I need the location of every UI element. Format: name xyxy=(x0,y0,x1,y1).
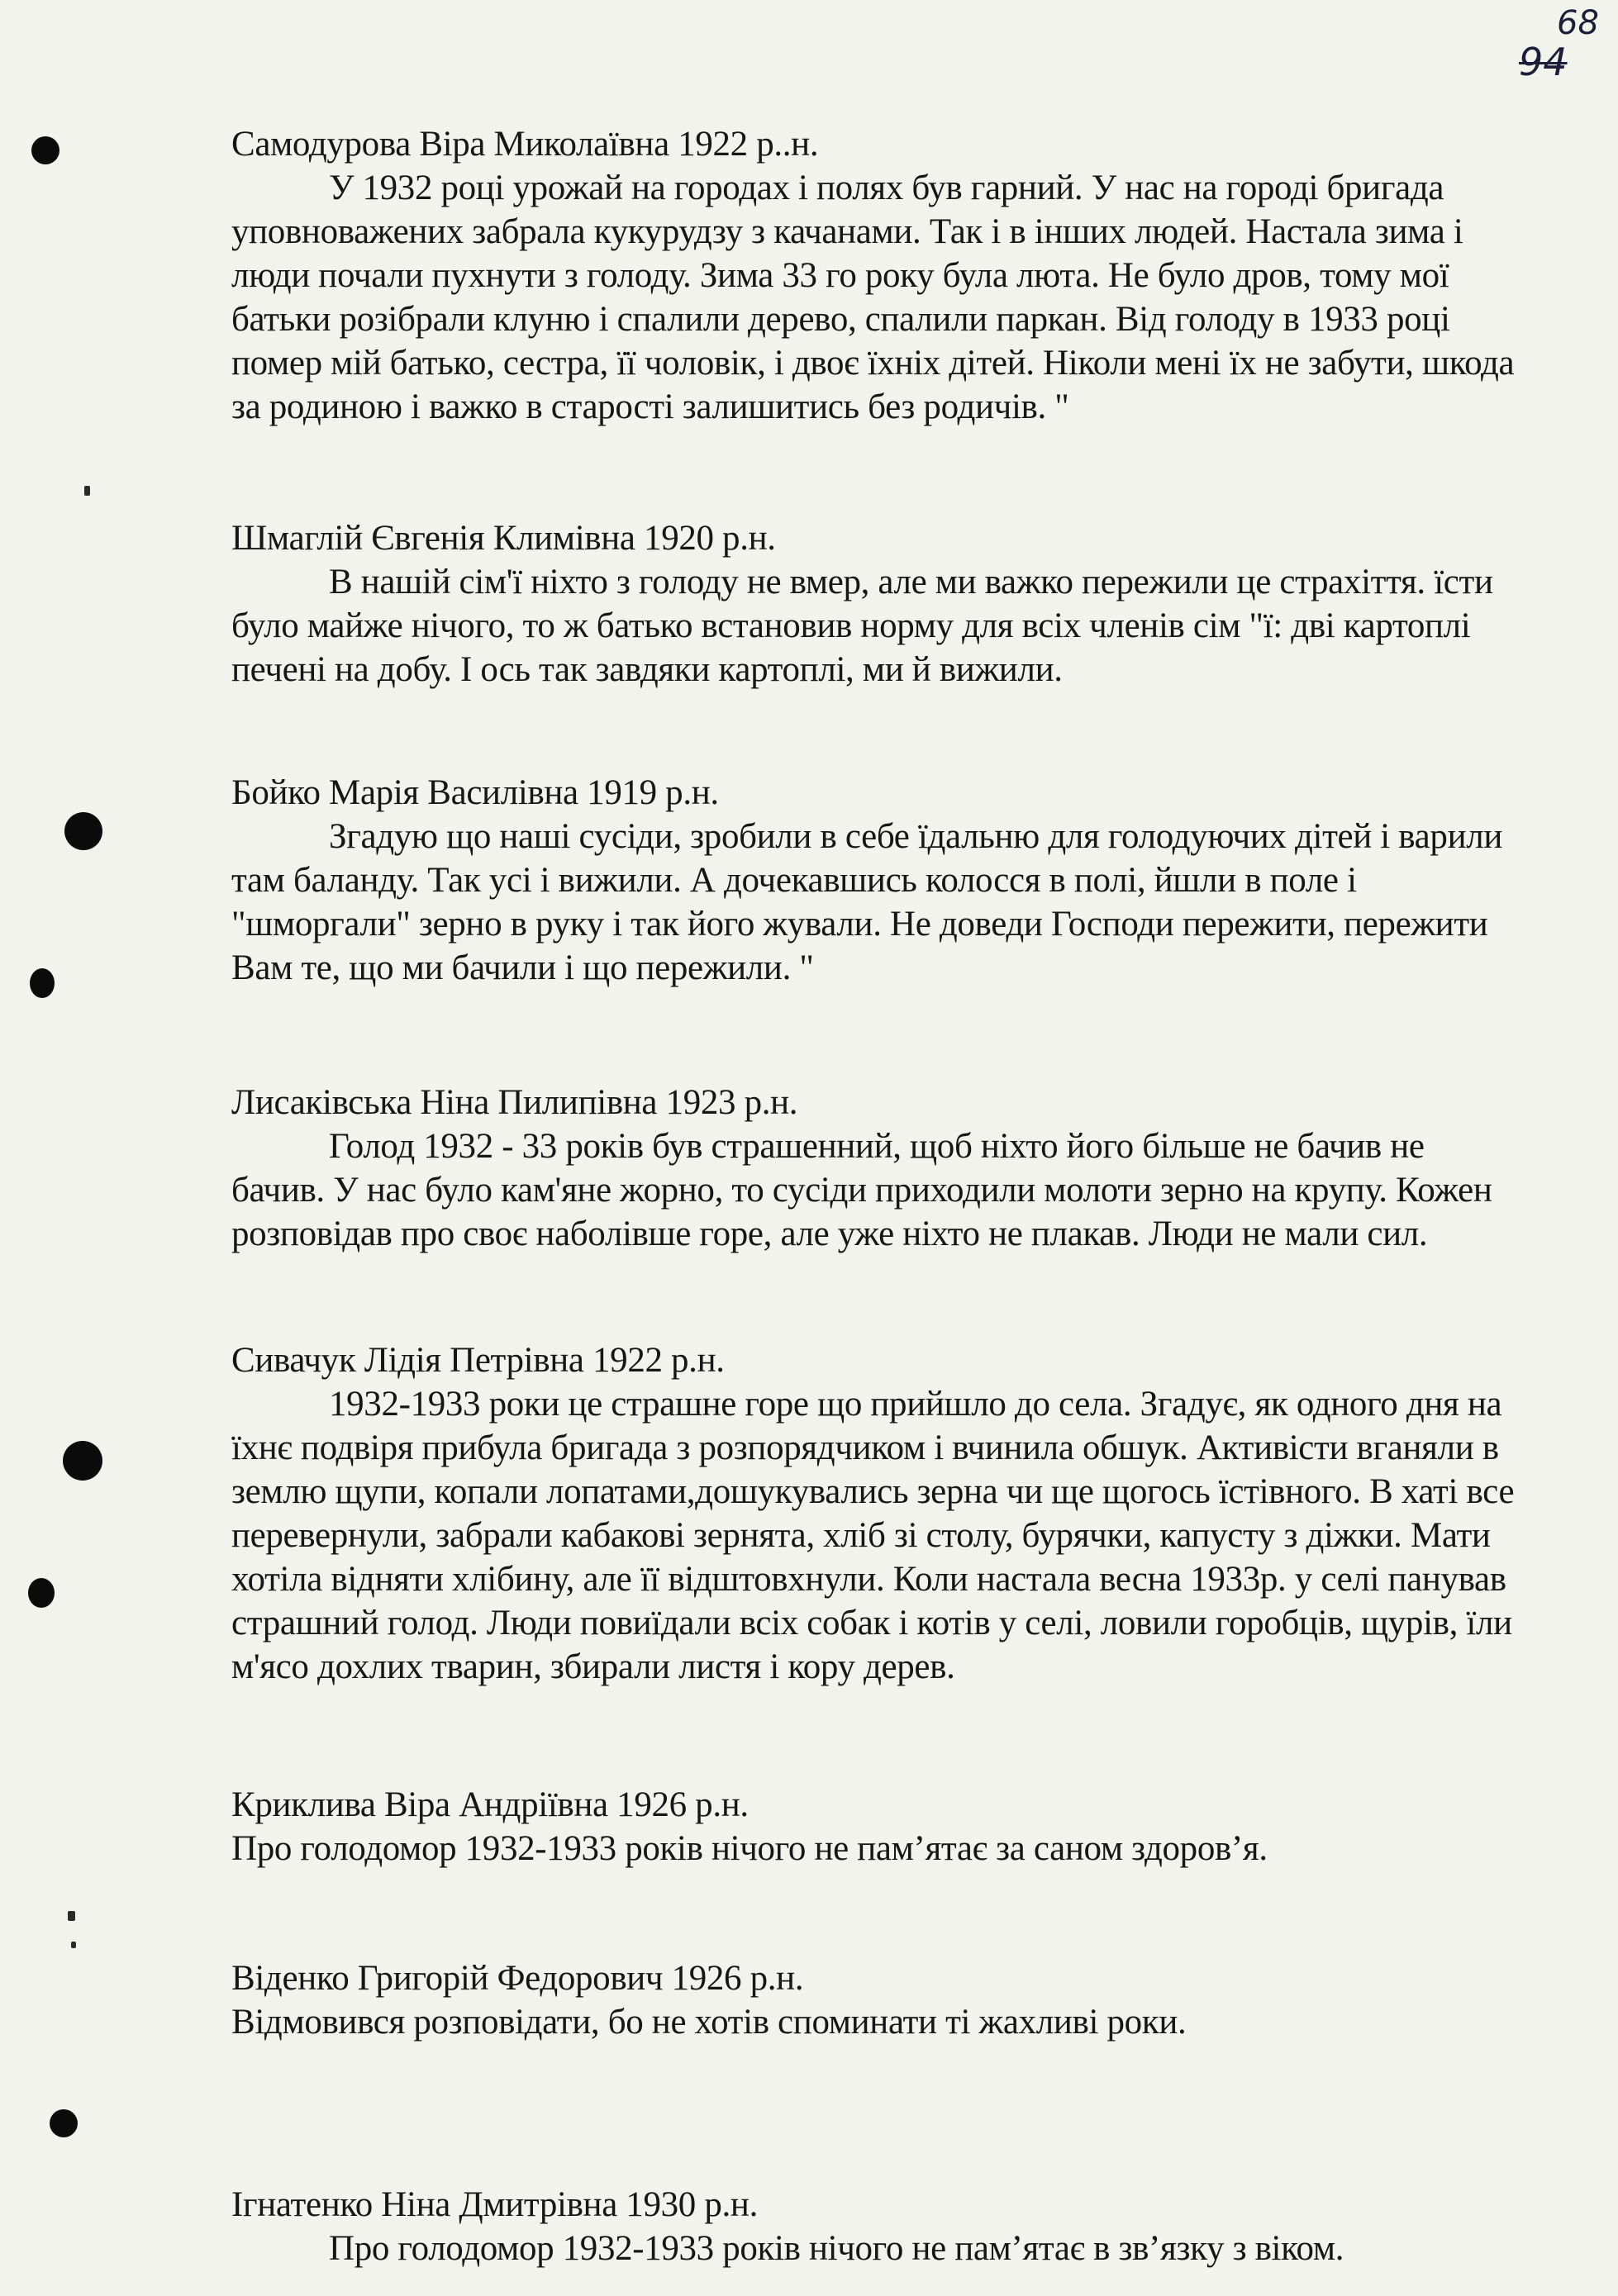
spacer xyxy=(231,1256,1520,1338)
scan-speck xyxy=(71,1942,76,1948)
entry-name: Самодурова Віра Миколаївна 1922 р..н. xyxy=(231,125,819,164)
page-number-old: 94 xyxy=(1519,40,1568,84)
scan-speck xyxy=(68,1911,75,1921)
spacer xyxy=(231,1871,1520,1956)
punch-hole xyxy=(28,1578,55,1608)
entry-syvachuk xyxy=(231,1338,1520,1689)
entry-samodurova xyxy=(231,122,1520,429)
entry-name: Віденко Григорій Федорович 1926 р.н. xyxy=(231,1959,804,1998)
entry-name: Сивачук Лідія Петрівна 1922 р.н. xyxy=(231,1341,725,1380)
entry-name: Бойко Марія Василівна 1919 р.н. xyxy=(231,773,719,812)
entry-boiko xyxy=(231,771,1520,990)
entry-text: Відмовився розповідати, бо не хотів споминати ті жахливі роки. xyxy=(231,2003,1187,2042)
entry-shmahlii xyxy=(231,516,1520,692)
entry-text: Про голодомор 1932-1933 років нічого не пам’ятає за саном здоров’я. xyxy=(231,1829,1268,1868)
spacer xyxy=(231,692,1520,771)
entry-text: Голод 1932 - 33 років був страшенний, щоб ніхто його більше не бачив не бачив. У нас було кам'яне жорно, то сусіди приходили молоти зерно на крупу. Кожен розповідав про своє наболівше горе, але уже ніхто не плакав. Люди не мали сил. xyxy=(231,1127,1492,1253)
entry-text: Згадую що наші сусіди, зробили в себе їдальню для голодуючих дітей і варили там баланду. Так усі і вижили. А дочекавшись колосся в полі, йшли в поле і "шморгали" зерно в руку і так його жували. Не доведи Господи пережити, пережити Вам те, що ми бачили і що пережили. " xyxy=(231,817,1503,987)
punch-hole xyxy=(50,2109,78,2137)
entry-name: Ігнатенко Ніна Дмитрівна 1930 р.н. xyxy=(231,2185,758,2224)
entry-videnko xyxy=(231,1956,1520,2044)
entry-text: 1932-1933 роки це страшне горе що прийшло до села. Згадує, як одного дня на їхнє подвіря прибула бригада з розпорядчиком і вчинила обшук. Активісти вганяли в землю щупи, копали лопатами,дошукувались зерна чи ще щогось їстівного. В хаті все перевернули, забрали кабакові зернята, хліб зі столу, бурячки, капусту з діжки. Мати хотіла відняти хлібину, але її відштовхнули. Коли настала весна 1933р. у селі панував страшний голод. Люди повиїдали всіх собак і котів у селі, ловили горобців, щурів, їли м'ясо дохлих тварин, збирали листя і кору дерев. xyxy=(231,1385,1515,1686)
entry-text: В нашій сім'ї ніхто з голоду не вмер, але ми важко пережили це страхіття. їсти було майже нічого, то ж батько встановив норму для всіх членів сім "ї: дві картоплі печені на добу. І ось так завдяки картоплі, ми й вижили. xyxy=(231,563,1493,689)
page-number-new: 68 xyxy=(1557,4,1599,42)
spacer xyxy=(231,429,1520,516)
punch-hole xyxy=(31,136,59,164)
spacer xyxy=(231,1689,1520,1783)
entry-text: У 1932 році урожай на городах і полях був гарний. У нас на городі бригада уповноважених забрала кукурудзу з качанами. Так і в інших людей. Настала зима і люди почали пухнути з голоду. Зима 33 го року була люта. Не було дров, тому мої батьки розібрали клуню і спалили дерево, спалили паркан. Від голоду в 1933 році помер мій батько, сестра, її чоловік, і двоє їхніх дітей. Ніколи мені їх не забути, шкода за родиною і важко в старості залишитись без родичів. " xyxy=(231,169,1515,426)
entry-ihnatenko xyxy=(231,2183,1520,2270)
scan-speck xyxy=(84,486,90,496)
spacer xyxy=(231,990,1520,1081)
punch-hole xyxy=(64,812,102,850)
entry-kryklyva xyxy=(231,1783,1520,1871)
entry-name: Шмаглій Євгенія Климівна 1920 р.н. xyxy=(231,519,776,558)
entry-name: Лисаківська Ніна Пилипівна 1923 р.н. xyxy=(231,1083,798,1122)
document-body xyxy=(231,122,1520,2270)
punch-hole xyxy=(63,1441,102,1481)
entry-text: Про голодомор 1932-1933 років нічого не пам’ятає в зв’язку з віком. xyxy=(329,2229,1344,2268)
spacer xyxy=(231,2044,1520,2183)
punch-hole xyxy=(30,968,55,998)
entry-name: Криклива Віра Андріївна 1926 р.н. xyxy=(231,1785,749,1824)
entry-lysakivska xyxy=(231,1081,1520,1256)
